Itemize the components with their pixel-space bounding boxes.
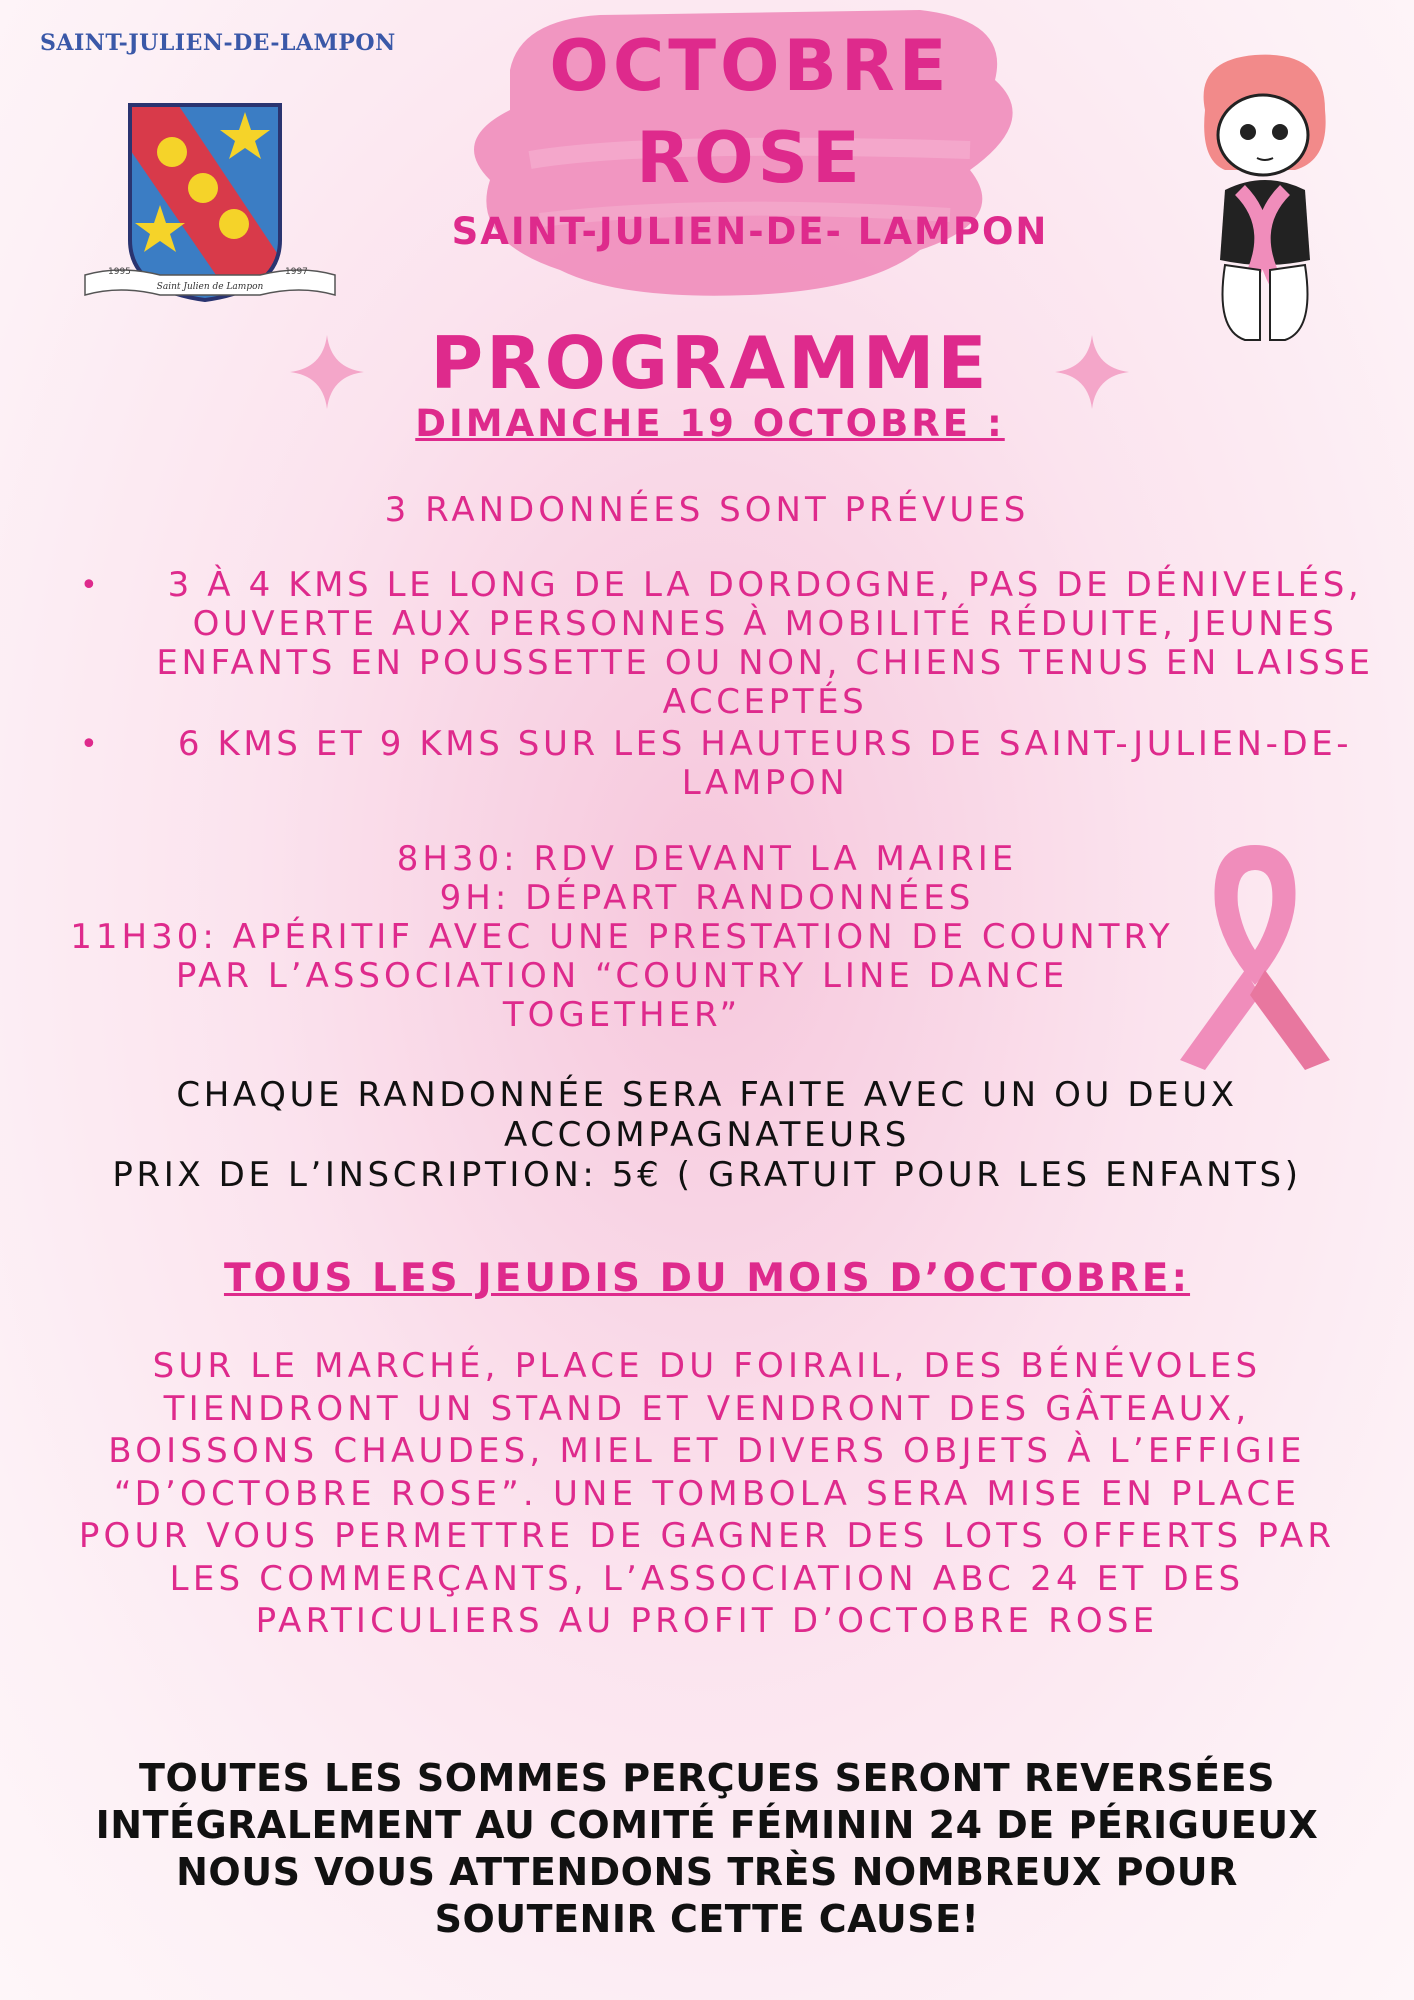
thursday-heading: TOUS LES JEUDIS DU MOIS D’OCTOBRE: (223, 1256, 1191, 1301)
crest-icon (80, 90, 340, 310)
list-item-text: 3 À 4 KMS LE LONG DE LA DORDOGNE, PAS DE DÉNIVELÉS, OUVERTE AUX PERSONNES À MOBILITÉ RÉDUITE, JEUNES ENFANTS EN POUSSETTE OU NON, CHIENS TENUS EN LAISSE ACCEPTÉS (156, 565, 1374, 722)
title-line-1: OCTOBRE (549, 25, 951, 107)
mascot-icon (1185, 50, 1345, 350)
bullet-icon: • (80, 727, 102, 762)
schedule-item: 11H30: APÉRITIF AVEC UNE PRESTATION DE COUNTRY PAR L’ASSOCIATION “COUNTRY LINE DANCE TOGETHER” (70, 917, 1174, 1035)
closing-line: TOUTES LES SOMMES PERÇUES SERONT REVERSÉES INTÉGRALEMENT AU COMITÉ FÉMININ 24 DE PÉRIGUEUX (95, 1756, 1319, 1847)
date-heading: DIMANCHE 19 OCTOBRE : (415, 402, 1005, 445)
list-item (70, 566, 1410, 722)
walk-info-line: PRIX DE L’INSCRIPTION: 5€ ( GRATUIT POUR LES ENFANTS) (112, 1155, 1302, 1195)
closing-line: NOUS VOUS ATTENDONS TRÈS NOMBREUX POUR SOUTENIR CETTE CAUSE! (176, 1850, 1238, 1941)
bullet-icon: • (80, 568, 102, 603)
title-line-2: ROSE (636, 117, 864, 199)
list-item-text: 6 KMS ET 9 KMS SUR LES HAUTEURS DE SAINT-JULIEN-DE-LAMPON (177, 724, 1353, 803)
schedule-item: 9H: DÉPART RANDONNÉES (439, 878, 975, 918)
market-text: SUR LE MARCHÉ, PLACE DU FOIRAIL, DES BÉNÉVOLES TIENDRONT UN STAND ET VENDRONT DES GÂTEAUX, BOISSONS CHAUDES, MIEL ET DIVERS OBJETS À L’EFFIGIE “D’OCTOBRE ROSE”. UNE TOMBOLA SERA MISE EN PLACE POUR VOUS PERMETTRE DE GAGNER DES LOTS OFFERTS PAR LES COMMERÇANTS, L’ASSOCIATION ABC 24 ET DES PARTICULIERS AU PROFIT D’OCTOBRE ROSE (78, 1346, 1336, 1641)
crest-year-right: 1997 (285, 267, 308, 277)
subtitle: SAINT-JULIEN-DE- LAMPON (451, 210, 1049, 253)
title (430, 20, 1070, 204)
schedule (0, 840, 1414, 1035)
crest-motto: Saint Julien de Lampon (156, 282, 264, 292)
crest-year-left: 1995 (108, 267, 131, 277)
hikes-intro: 3 RANDONNÉES SONT PRÉVUES (384, 490, 1030, 530)
walk-info (0, 1075, 1414, 1195)
walk-info-line: CHAQUE RANDONNÉE SERA FAITE AVEC UN OU DEUX ACCOMPAGNATEURS (176, 1075, 1238, 1155)
programme-heading: PROGRAMME (430, 321, 990, 405)
town-name: SAINT-JULIEN-DE-LAMPON (40, 30, 396, 56)
closing (0, 1755, 1414, 1943)
list-item (70, 725, 1410, 803)
schedule-item: 8H30: RDV DEVANT LA MAIRIE (396, 839, 1018, 879)
